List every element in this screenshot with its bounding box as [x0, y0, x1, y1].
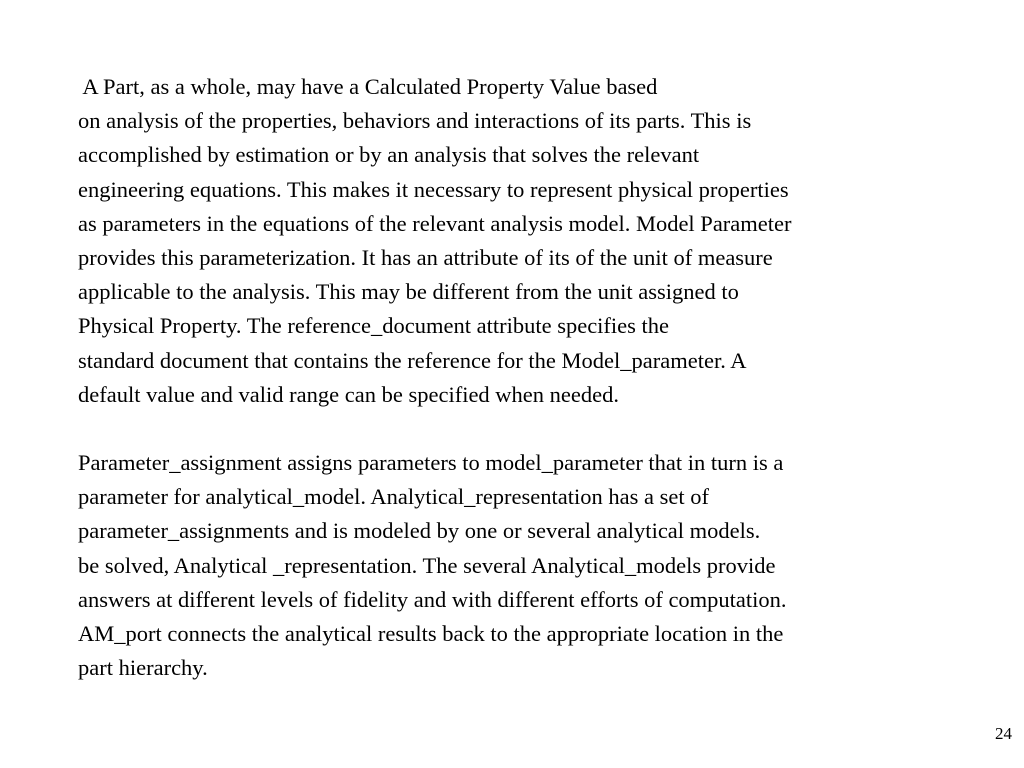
- text-line: engineering equations. This makes it necessary to represent physical properties: [78, 176, 789, 202]
- text-line: on analysis of the properties, behaviors and interactions of its parts. This is: [78, 108, 752, 134]
- text-line: be solved, Analytical _representation. The several Analytical_models provide: [78, 552, 776, 578]
- text-line: Parameter_assignment assigns parameters to model_parameter that in turn is a: [78, 450, 784, 475]
- text-line: Physical Property. The reference_document attribute specifies the: [78, 313, 670, 339]
- text-line: AM_port connects the analytical results back to the appropriate location in the: [78, 621, 784, 647]
- text-line: applicable to the analysis. This may be different from the unit assigned to: [78, 279, 739, 305]
- text-line: part hierarchy.: [78, 655, 208, 681]
- text-line: accomplished by estimation or by an analysis that solves the relevant: [78, 142, 700, 168]
- paragraph-calculated-property: [78, 70, 998, 412]
- page-number: 24: [995, 724, 1012, 743]
- text-line: parameter_assignments and is modeled by one or several analytical models.: [78, 518, 761, 544]
- text-line: default value and valid range can be specified when needed.: [78, 381, 619, 407]
- text-line: answers at different levels of fidelity and with different efforts of computation.: [78, 586, 787, 612]
- text-line: parameter for analytical_model. Analytical_representation has a set of: [78, 484, 709, 510]
- text-line: as parameters in the equations of the relevant analysis model. Model Parameter: [78, 210, 792, 236]
- text-line: provides this parameterization. It has an attribute of its of the unit of measure: [78, 245, 773, 271]
- text-line: standard document that contains the reference for the Model_parameter. A: [78, 347, 747, 373]
- paragraph-parameter-assignment: [78, 446, 998, 685]
- text-line: A Part, as a whole, may have a Calculated Property Value based: [78, 74, 658, 99]
